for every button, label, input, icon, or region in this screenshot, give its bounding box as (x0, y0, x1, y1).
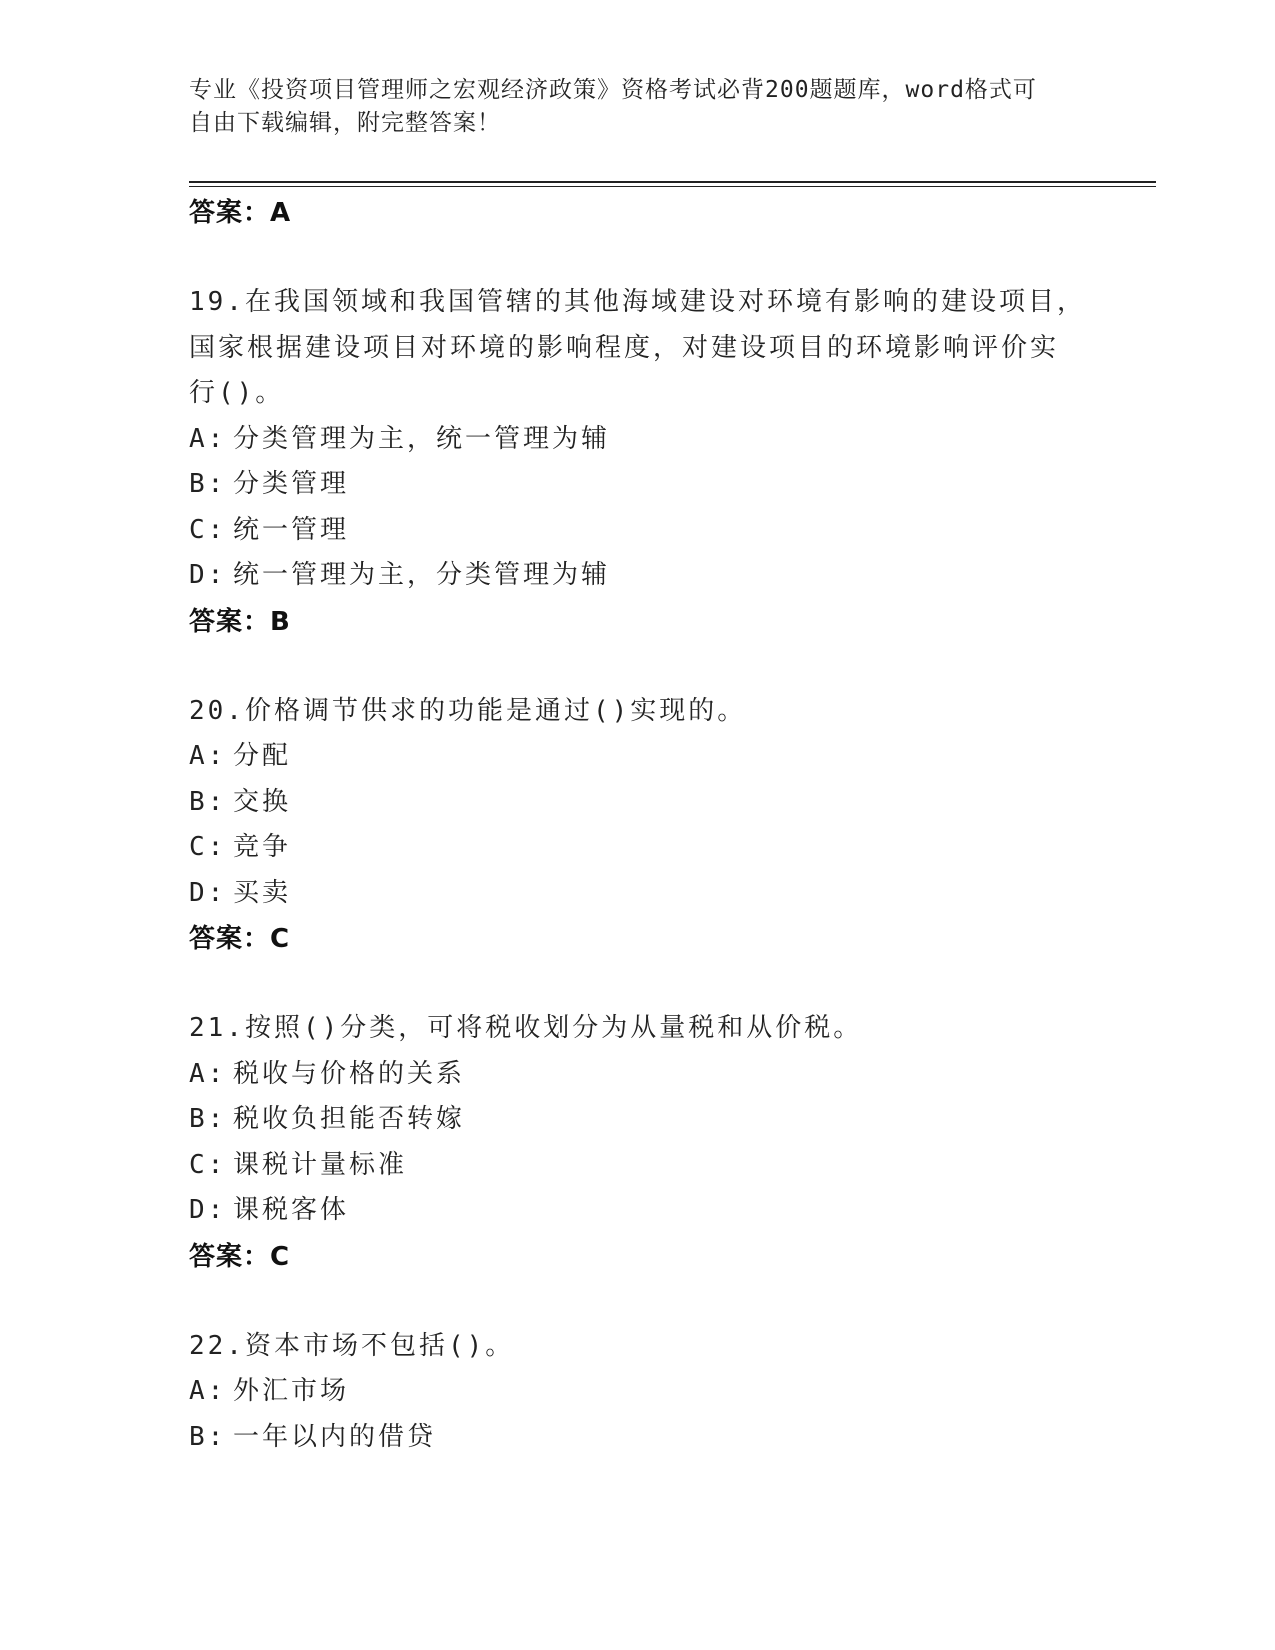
option-key: A: (189, 1058, 227, 1089)
stem-line: 20.价格调节供求的功能是通过()实现的。 (189, 695, 747, 726)
option-a (189, 417, 1149, 463)
option-c (189, 825, 1149, 871)
answer-line: 答案：B (189, 606, 291, 637)
option-a (189, 1052, 1149, 1098)
option-key: A: (189, 741, 227, 771)
answer-line: 答案：C (189, 1241, 291, 1272)
option-d (189, 553, 1149, 599)
option-text: 统一管理 (233, 514, 350, 545)
header-divider-thin (189, 186, 1156, 187)
option-b (189, 462, 1149, 508)
question-stem (189, 689, 1149, 735)
option-key: B: (189, 469, 227, 499)
stem-line: 22.资本市场不包括()。 (189, 1330, 515, 1361)
option-text: 竞争 (233, 832, 292, 862)
question-22 (189, 1324, 1149, 1461)
option-key: A: (189, 423, 227, 454)
question-stem (189, 1324, 1149, 1370)
option-text: 分类管理为主，统一管理为辅 (233, 423, 611, 454)
option-key: B: (189, 786, 227, 817)
option-b (189, 1097, 1149, 1143)
option-text: 统一管理为主，分类管理为辅 (233, 560, 611, 590)
option-key: D: (189, 877, 227, 908)
option-d (189, 1188, 1149, 1234)
option-key: C: (189, 1149, 227, 1180)
option-text: 税收与价格的关系 (233, 1058, 466, 1089)
question-stem (189, 280, 1149, 417)
page-header (189, 74, 1089, 140)
answer-line: 答案：C (189, 924, 291, 954)
option-text: 分配 (233, 741, 292, 771)
option-key: C: (189, 514, 227, 545)
header-divider-thick (189, 181, 1156, 183)
option-key: D: (189, 1195, 227, 1225)
option-text: 课税客体 (233, 1195, 350, 1225)
option-text: 外汇市场 (233, 1376, 350, 1406)
question-20 (189, 689, 1149, 963)
option-c (189, 508, 1149, 554)
answer-line: 答案：A (189, 198, 292, 228)
option-key: D: (189, 560, 227, 590)
question-list (189, 190, 1149, 1460)
option-b (189, 1415, 1149, 1461)
option-a (189, 1369, 1149, 1415)
question-19 (189, 280, 1149, 645)
header-line-2: 自由下载编辑，附完整答案！ (189, 110, 501, 136)
question-stem (189, 1006, 1149, 1052)
option-text: 税收负担能否转嫁 (233, 1104, 466, 1134)
option-text: 课税计量标准 (233, 1149, 408, 1180)
header-line-1: 专业《投资项目管理师之宏观经济政策》资格考试必背200题题库，word格式可 (189, 77, 1037, 103)
option-text: 交换 (233, 786, 292, 817)
option-text: 买卖 (233, 877, 292, 908)
stem-line: 19.在我国领域和我国管辖的其他海域建设对环境有影响的建设项目， (189, 287, 1086, 317)
stem-line: 国家根据建设项目对环境的影响程度，对建设项目的环境影响评价实 (189, 332, 1060, 363)
option-key: C: (189, 832, 227, 862)
stem-line: 行()。 (189, 378, 285, 408)
option-c (189, 1143, 1149, 1189)
option-key: A: (189, 1376, 227, 1406)
option-d (189, 871, 1149, 917)
option-text: 分类管理 (233, 469, 350, 499)
option-a (189, 734, 1149, 780)
option-key: B: (189, 1421, 227, 1452)
stem-line: 21.按照()分类，可将税收划分为从量税和从价税。 (189, 1013, 863, 1043)
option-key: B: (189, 1104, 227, 1134)
option-b (189, 780, 1149, 826)
question-21 (189, 1006, 1149, 1280)
option-text: 一年以内的借贷 (233, 1421, 437, 1452)
